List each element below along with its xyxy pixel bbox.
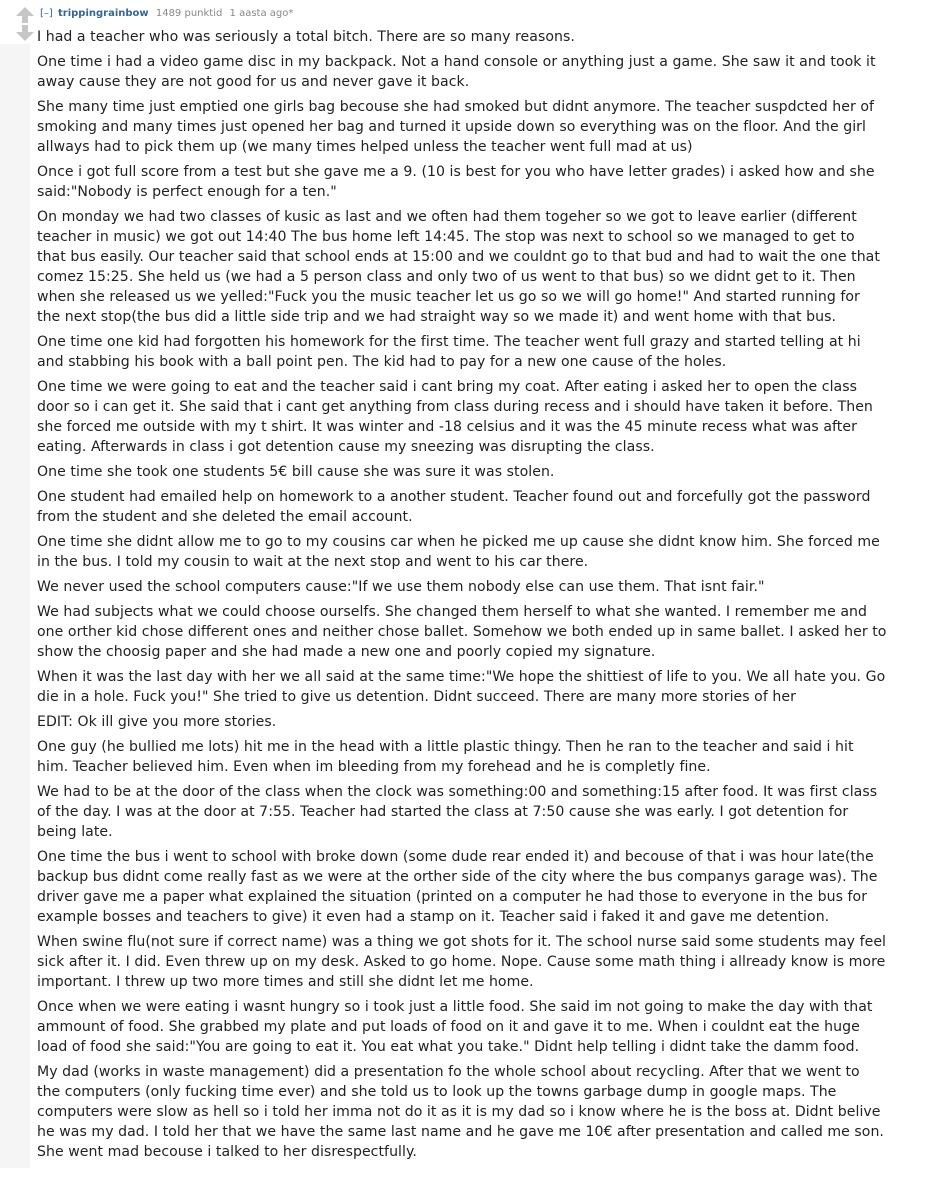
comment-paragraph: One time the bus i went to school with broke down (some dude rear ended it) and becouse of that i was hour late(the backup bus didnt come really fast as we were at the orther side of the city where the bus companys garage was). The driver gave me a paper what explained the situation (printed on a computer he had those to everyone in the bus for example bosses and teachers to give) it even had a stamp on it. Teacher said i faked it and gave me detention. bbox=[37, 849, 878, 925]
comment-paragraph: One time one kid had forgotten his homework for the first time. The teacher went full grazy and started telling at hi and stabbing his book with a ball point pen. The kid had to pay for a new one cause of the holes. bbox=[37, 334, 861, 370]
comment-paragraph: When it was the last day with her we all said at the same time:"We hope the shittiest of life to you. We all hate you. Go die in a hole. Fuck you!" She tried to give us detention. Didnt succeed. There are many more stories of her bbox=[37, 669, 886, 705]
comment-paragraph: I had a teacher who was seriously a total bitch. There are so many reasons. bbox=[37, 29, 575, 45]
comment-paragraph: On monday we had two classes of kusic as last and we often had them togeher so we got to leave earlier (different teacher in music) we got out 14:40 The bus home left 14:45. The stop was next to school so we managed to get to that bus easily. Our teacher said that school ends at 15:00 and we couldnt go to that bud and had to wait the one that comez 15:25. She held us (we had a 5 person class and only two of us went to that bus) so we didnt get to it. Then when she released us we yelled:"Fuck you the music teacher let us go so we will go home!" And started running for the next stop(the bus did a little side trip and we had straight way so we made it) and went home with that bus. bbox=[37, 209, 880, 325]
comment-body bbox=[37, 27, 887, 1167]
comment-paragraph: We never used the school computers cause:"If we use them nobody else can use them. That isnt fair." bbox=[37, 579, 765, 595]
thread-line[interactable] bbox=[0, 44, 30, 1168]
author-link[interactable]: trippingrainbow bbox=[58, 8, 149, 19]
downvote-arrow-icon[interactable] bbox=[14, 24, 36, 42]
upvote-arrow-icon[interactable] bbox=[14, 6, 36, 24]
comment-paragraph: One guy (he bullied me lots) hit me in the head with a little plastic thingy. Then he ran to the teacher and said i hit him. Teacher believed him. Even when im bleeding from my forehead and he is completly fine. bbox=[37, 739, 854, 775]
comment-paragraph: Once when we were eating i wasnt hungry so i took just a little food. She said im not going to make the day with that ammount of food. She grabbed my plate and put loads of food on it and gave it to me. When i couldnt eat the huge load of food she said:"You are going to eat it. You eat what you take." Didnt help telling i didnt take the damm food. bbox=[37, 999, 873, 1055]
comment-score: 1489 punktid bbox=[155, 8, 223, 19]
comment-paragraph: We had subjects what we could choose ourselfs. She changed them herself to what she wanted. I remember me and one orther kid chose different ones and neither chose ballet. Somehow we both ended up in same ballet. I asked her to show the choosig paper and she had made a new one and poorly copied my signature. bbox=[37, 604, 887, 660]
comment-paragraph: One time we were going to eat and the teacher said i cant bring my coat. After eating i asked her to open the class door so i can get it. She said that i cant get anything from class during recess and i should have taken it before. Then she forced me outside with my t shirt. It was winter and -18 celsius and it was the 45 minute recess what was after eating. Afterwards in class i got detention cause my sneezing was disrupting the class. bbox=[37, 379, 873, 455]
comment-paragraph: EDIT: Ok ill give you more stories. bbox=[37, 714, 277, 730]
comment-paragraph: When swine flu(not sure if correct name) was a thing we got shots for it. The school nurse said some students may feel sick after it. I did. Even threw up on my desk. Asked to go home. Nope. Cause some math thing i allready know is more important. I threw up two more times and still she didnt let me home. bbox=[37, 934, 887, 990]
comment-paragraph: My dad (works in waste management) did a presentation fo the whole school about recycling. After that we went to the computers (only fucking time ever) and she told us to look up the towns garbage dump in google maps. The computers were slow as hell so i told her imma not do it as it is my dad so i know where he is the boss at. Didnt belive he was my dad. I told her that we have the same last name and he gave me 10€ after presentation and called me son. She went mad becouse i talked to her disrespectfully. bbox=[37, 1064, 884, 1160]
comment-paragraph: Once i got full score from a test but she gave me a 9. (10 is best for you who have letter grades) i asked how and she said:"Nobody is perfect enough for a ten." bbox=[37, 164, 875, 200]
comment-paragraph: One time she took one students 5€ bill cause she was sure it was stolen. bbox=[37, 464, 555, 480]
comment-paragraph: We had to be at the door of the class when the clock was something:00 and something:15 after food. It was first class of the day. I was at the door at 7:55. Teacher had started the class at 7:50 cause she was early. I got detention for being late. bbox=[37, 784, 878, 840]
comment-time: 1 aasta ago bbox=[229, 8, 289, 19]
comment-paragraph: She many time just emptied one girls bag becouse she had smoked but didnt anymore. The teacher suspdcted her of smoking and many times just opened her bag and turned it upside down so everything was on the floor. And the girl allways had to pick them up (we many times helped unless the teacher went full mad at us) bbox=[37, 99, 875, 155]
comment-tagline bbox=[40, 8, 293, 19]
comment-paragraph: One time i had a video game disc in my backpack. Not a hand console or anything just a game. She saw it and took it away cause they are not good for us and never gave it back. bbox=[37, 54, 876, 90]
collapse-toggle[interactable]: [–] bbox=[40, 8, 53, 19]
edited-mark: * bbox=[288, 8, 294, 19]
comment-paragraph: One time she didnt allow me to go to my cousins car when he picked me up cause she didnt know him. She forced me in the bus. I told my cousin to wait at the next stop and went to his car there. bbox=[37, 534, 880, 570]
comment-paragraph: One student had emailed help on homework to a another student. Teacher found out and forcefully got the password from the student and she deleted the email account. bbox=[37, 489, 871, 525]
